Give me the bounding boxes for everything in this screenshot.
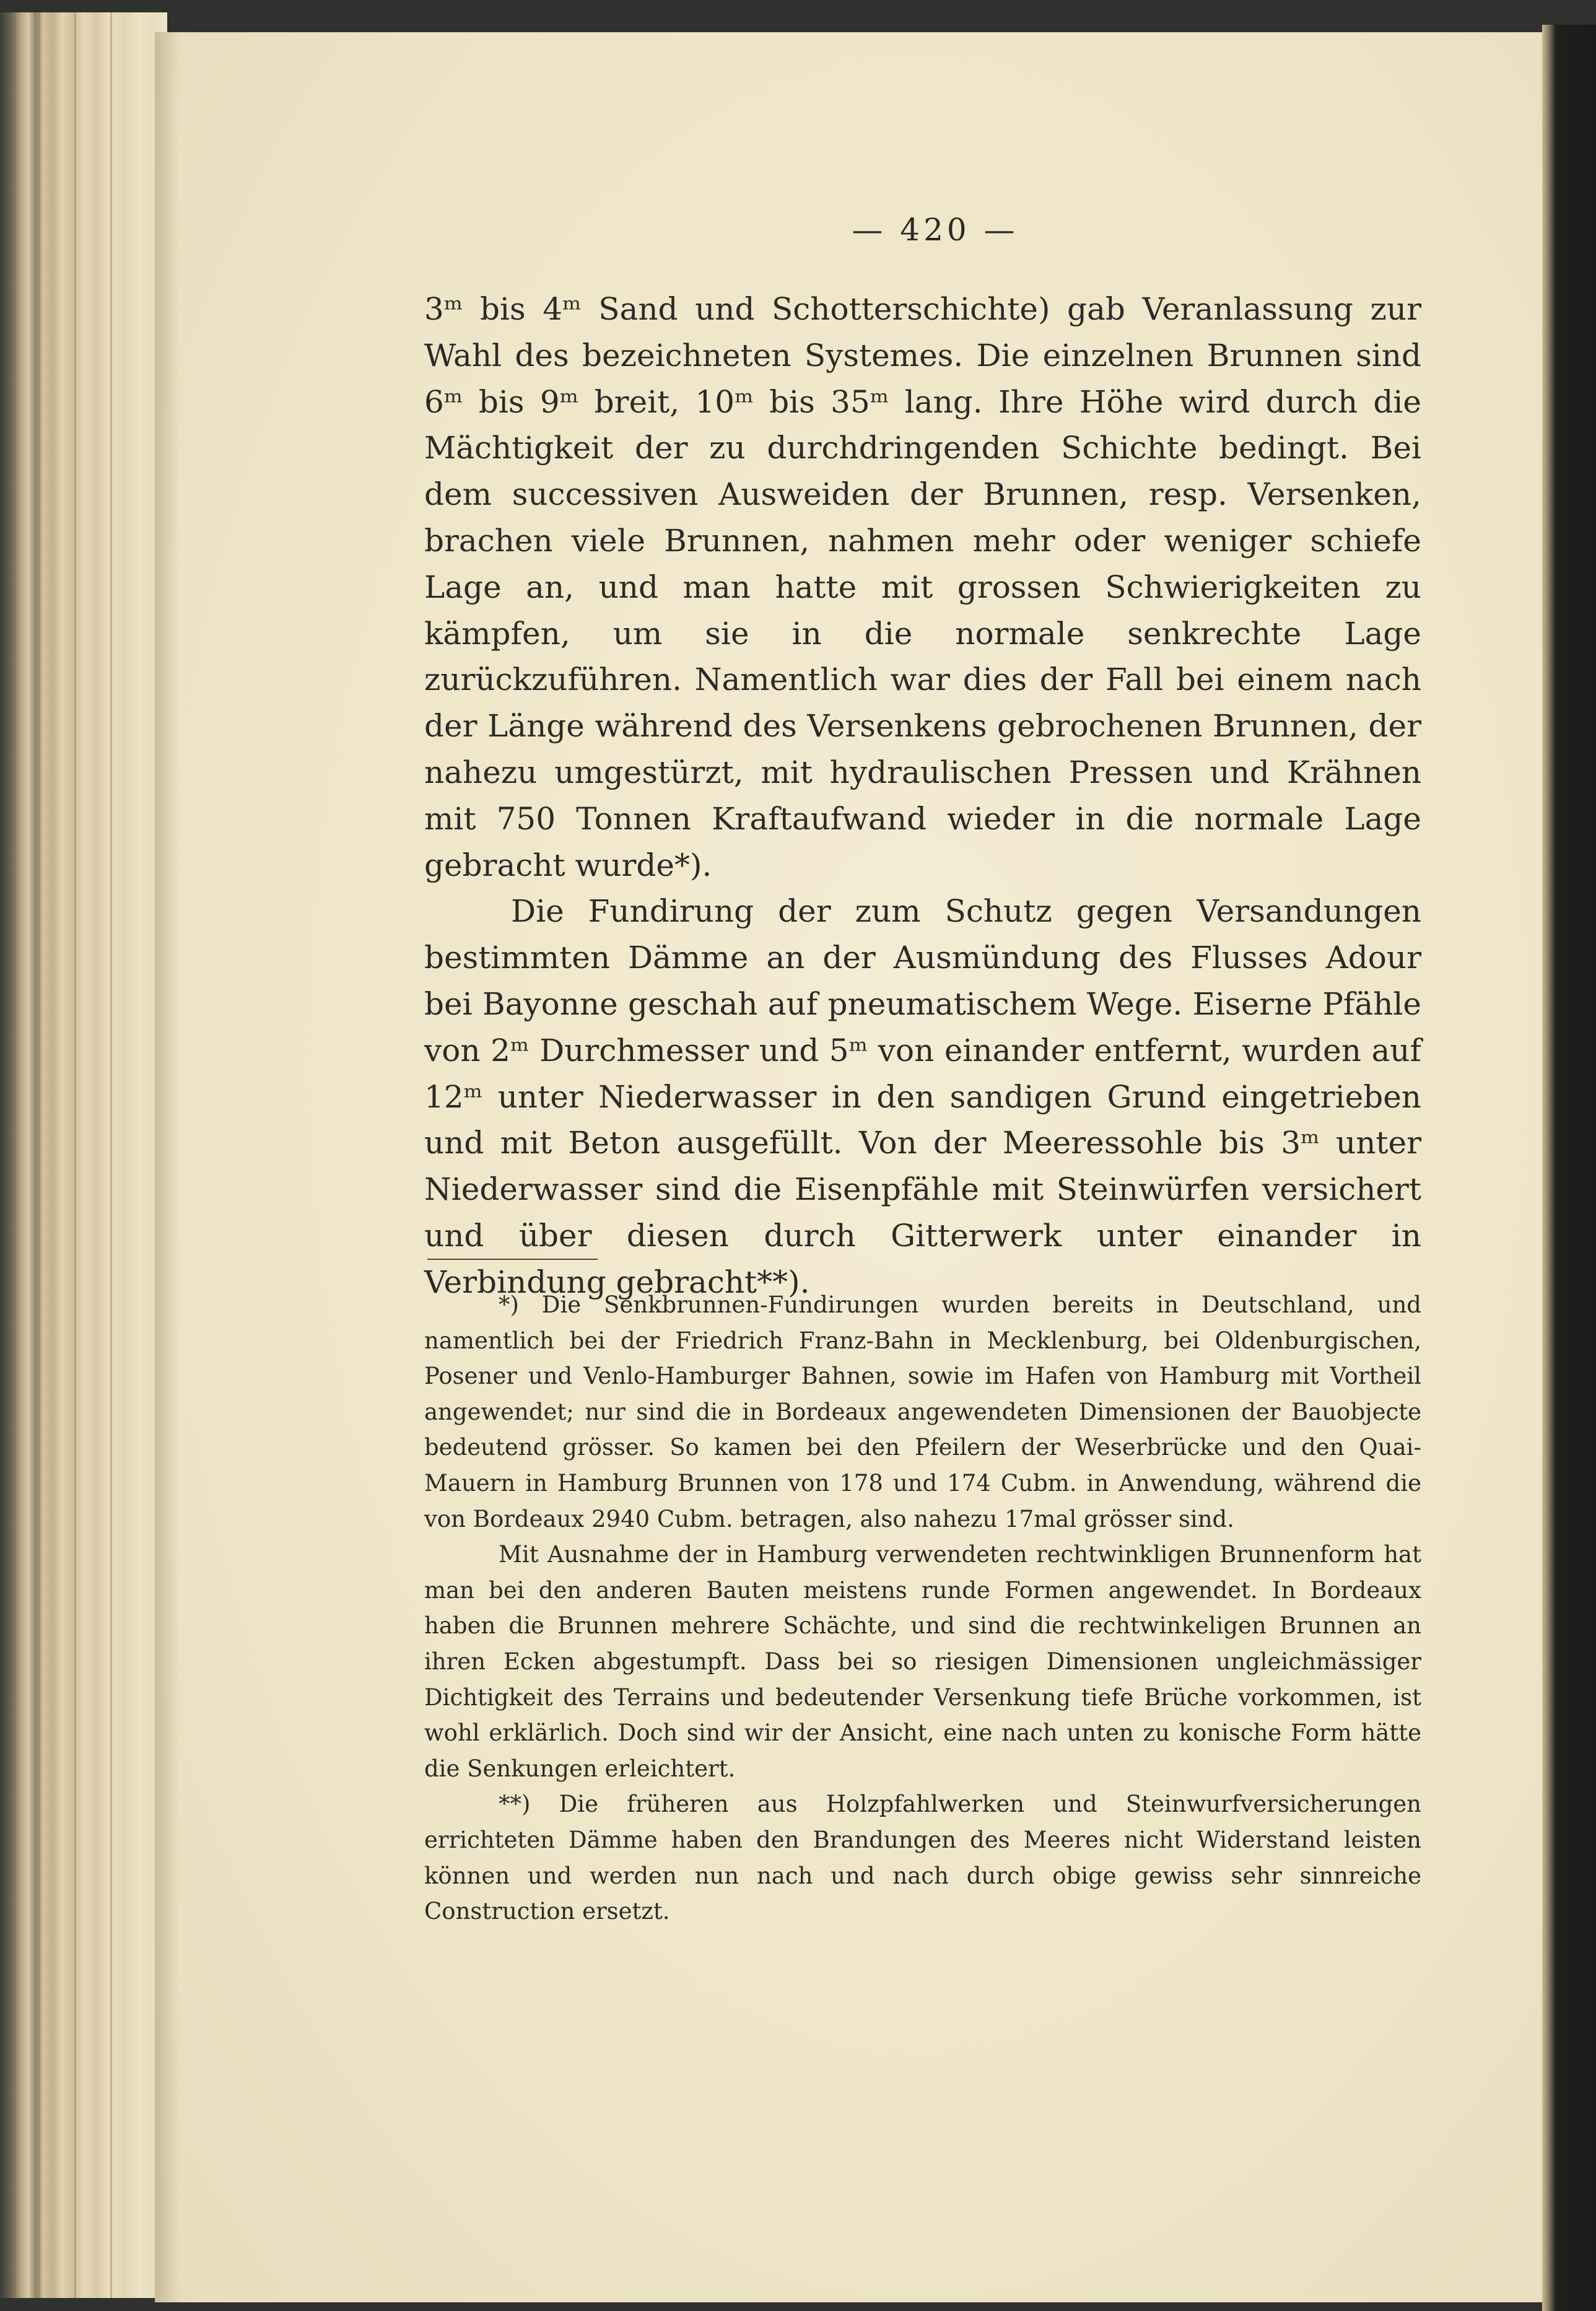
stacked-page-edges: [0, 12, 167, 2298]
body-paragraph-2: Die Fundirung der zum Schutz gegen Versandungen bestimmten Dämme an der Ausmündung des Flusses Adour bei Bayonne geschah auf pneumatischem Wege. Eiserne Pfähle von 2ᵐ Durchmesser und 5ᵐ von einander entfernt, wurden auf 12ᵐ unter Niederwasser in den sandigen Grund eingetrieben und mit Beton ausgefüllt. Von der Meeressohle bis 3ᵐ unter Niederwasser sind die Eisenpfähle mit Steinwürfen versichert und über diesen durch Gitterwerk unter einander in Verbindung gebracht**).: [424, 893, 1421, 1300]
page-number: — 420 —: [852, 212, 1019, 248]
footnote-1-continued: Mit Ausnahme der in Hamburg verwendeten rechtwinkligen Brunnenform hat man bei den anderen Bauten meistens runde Formen angewendet. In Bordeaux haben die Brunnen mehrere Schächte, und sind die rechtwinkeligen Brunnen an ihren Ecken abgestumpft. Dass bei so riesigen Dimensionen ungleichmässiger Dichtigkeit des Terrains und bedeutender Versenkung tiefe Brüche vorkommen, ist wohl erklärlich. Doch sind wir der Ansicht, eine nach unten zu konische Form hätte die Senkungen erleichtert.: [424, 1541, 1421, 1782]
footnote-separator: [427, 1259, 598, 1260]
spine-shadow: [155, 32, 180, 2302]
footnotes: [424, 1287, 1421, 1929]
right-page-edge: [1542, 25, 1596, 2311]
footnote-1: *) Die Senkbrunnen-Fundirungen wurden bereits in Deutschland, und namentlich bei der Friedrich Franz-Bahn in Mecklenburg, bei Oldenburgischen, Posener und Venlo-Hamburger Bahnen, sowie im Hafen von Hamburg mit Vortheil angewendet; nur sind die in Bordeaux angewendeten Dimensionen der Bauobjecte bedeutend grösser. So kamen bei den Pfeilern der Weserbrücke und den Quai-Mauern in Hamburg Brunnen von 178 und 174 Cubm. in Anwendung, während die von Bordeaux 2940 Cubm. betragen, also nahezu 17mal grösser sind.: [424, 1291, 1421, 1532]
body-paragraph-1: 3ᵐ bis 4ᵐ Sand und Schotterschichte) gab Veranlassung zur Wahl des bezeichneten Systemes. Die einzelnen Brunnen sind 6ᵐ bis 9ᵐ breit, 10ᵐ bis 35ᵐ lang. Ihre Höhe wird durch die Mächtigkeit der zu durchdringenden Schichte bedingt. Bei dem successiven Ausweiden der Brunnen, resp. Versenken, brachen viele Brunnen, nahmen mehr oder weniger schiefe Lage an, und man hatte mit grossen Schwierigkeiten zu kämpfen, um sie in die normale senkrechte Lage zurückzuführen. Namentlich war dies der Fall bei einem nach der Länge während des Versenkens gebrochenen Brunnen, der nahezu umgestürzt, mit hydraulischen Pressen und Krähnen mit 750 Tonnen Kraftaufwand wieder in die normale Lage gebracht wurde*).: [424, 291, 1421, 883]
footnote-2: **) Die früheren aus Holzpfahlwerken und Steinwurfversicherungen errichteten Dämme haben den Brandungen des Meeres nicht Widerstand leisten können und werden nun nach und nach durch obige gewiss sehr sinnreiche Construction ersetzt.: [424, 1791, 1421, 1925]
main-text: [424, 286, 1421, 1306]
